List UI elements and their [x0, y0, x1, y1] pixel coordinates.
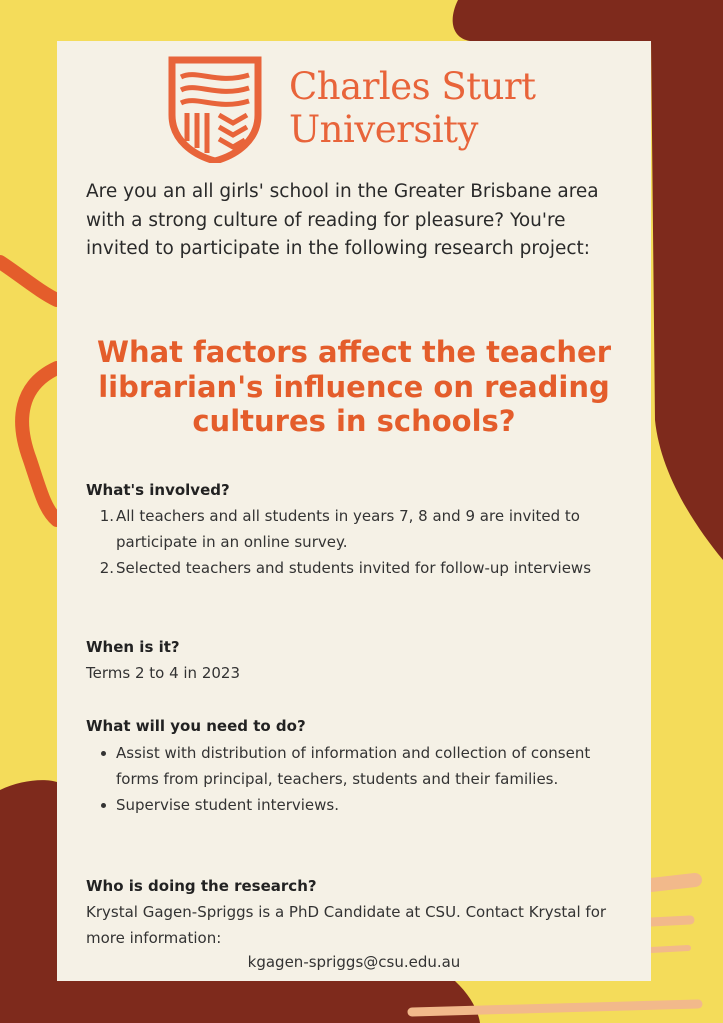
involved-heading: What's involved? — [86, 481, 230, 499]
university-name-line1: Charles Sturt — [289, 65, 536, 108]
bullet-icon — [101, 751, 106, 756]
crest-icon — [167, 55, 263, 163]
list-item — [86, 792, 631, 818]
research-question-title: What factors affect the teacher librarian's influence on reading cultures in schools? — [96, 335, 612, 438]
list-item-text: All teachers and all students in years 7, 8 and 9 are invited to participate in an online survey. — [116, 507, 580, 551]
list-item-text: Selected teachers and students invited for follow-up interviews — [116, 559, 592, 577]
peach-stroke-1 — [651, 880, 695, 885]
who-text: Krystal Gagen-Spriggs is a PhD Candidate at CSU. Contact Krystal for more information: — [86, 903, 607, 947]
university-logo — [167, 55, 547, 165]
orange-swirl-loop — [22, 368, 57, 520]
intro-text: Are you an all girls' school in the Greater Brisbane area with a strong culture of reading for pleasure? You're invited to participate in the following research project: — [86, 181, 599, 259]
who-heading: Who is doing the research? — [86, 877, 317, 895]
peach-stroke-3 — [651, 948, 688, 950]
list-number: 2. — [99, 559, 114, 577]
university-name-line2: University — [289, 108, 478, 151]
when-text: Terms 2 to 4 in 2023 — [86, 664, 241, 682]
list-item — [86, 503, 631, 555]
list-item — [86, 740, 631, 792]
bullet-icon — [101, 803, 106, 808]
info-card — [57, 41, 651, 981]
involved-list — [86, 503, 631, 581]
when-heading: When is it? — [86, 638, 180, 656]
peach-stroke-2 — [651, 920, 690, 922]
todo-heading: What will you need to do? — [86, 717, 306, 735]
list-item — [86, 555, 631, 581]
university-name — [289, 65, 535, 151]
orange-swirl-top — [0, 262, 57, 300]
todo-list — [86, 740, 631, 818]
contact-email[interactable]: kgagen-spriggs@csu.edu.au — [247, 953, 461, 971]
list-item-text: Supervise student interviews. — [116, 796, 339, 814]
list-item-text: Assist with distribution of information and collection of consent forms from principal, teachers, students and their families. — [116, 744, 591, 788]
list-number: 1. — [99, 507, 114, 525]
